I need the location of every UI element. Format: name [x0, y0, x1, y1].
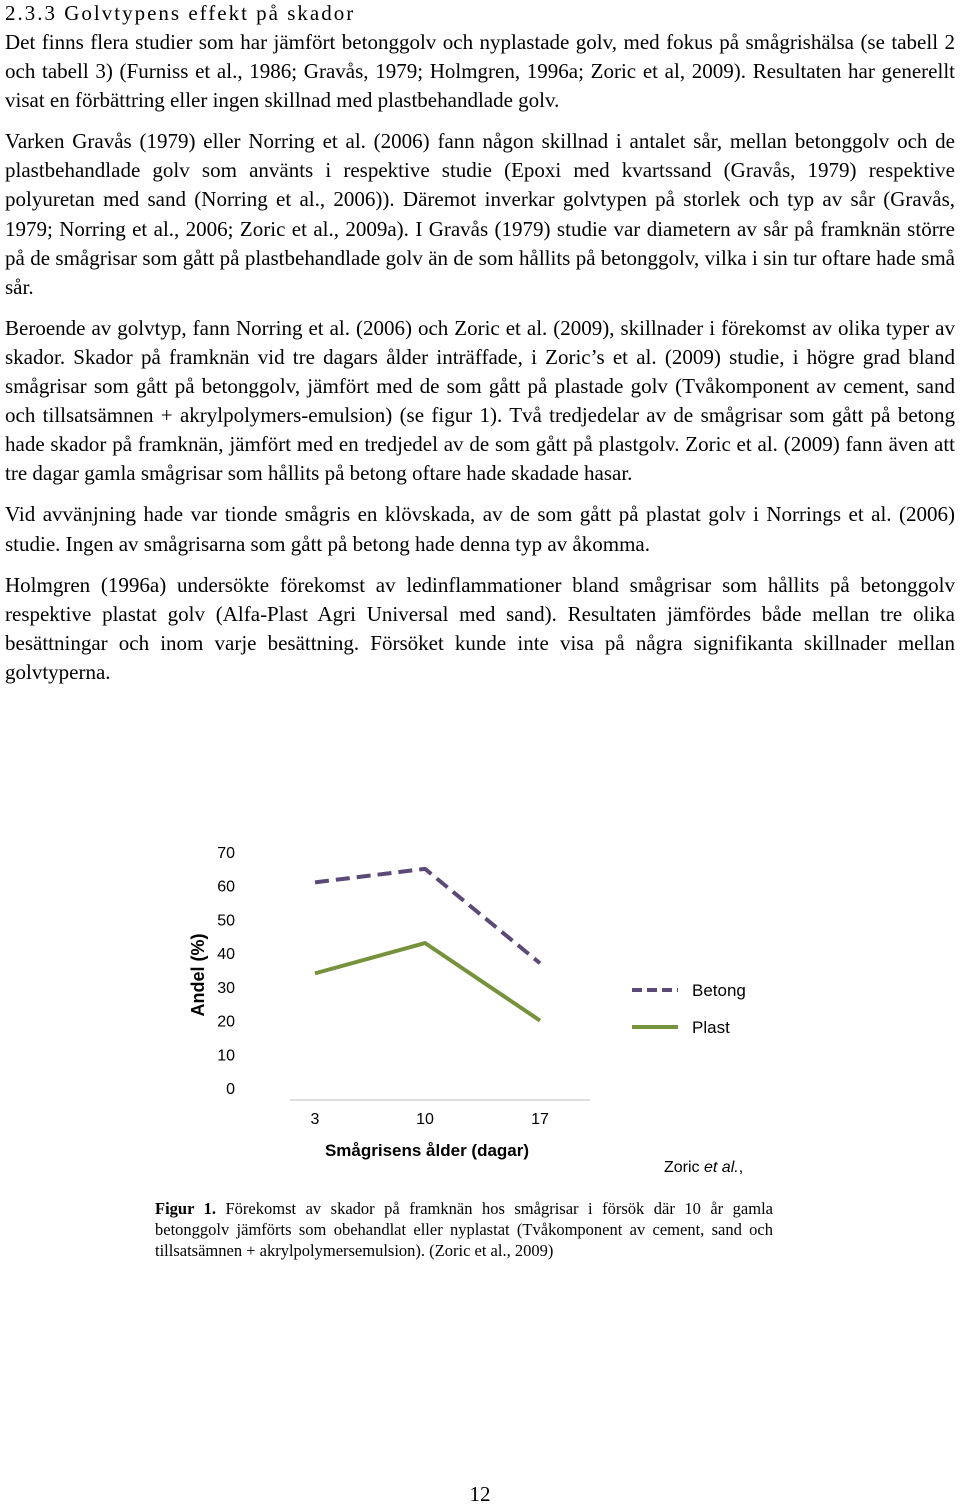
- source-note: Zoric et al.,: [664, 1159, 744, 1176]
- legend-label: Betong: [692, 981, 746, 1000]
- y-tick-label: 10: [217, 1047, 235, 1065]
- paragraph-1: Det finns flera studier som har jämfört betonggolv och nyplastade golv, med fokus på smågrishälsa (se tabell 2 och tabell 3) (Furniss et al., 1986; Gravås, 1979; Holmgren, 1996a; Zoric et al, 2009). Resultaten har generellt visat en förbättring eller ingen skillnad med plastbehandlade golv.: [5, 30, 955, 113]
- paragraph-3: Beroende av golvtyp, fann Norring et al. (2006) och Zoric et al. (2009), skillnader i förekomst av olika typer av skador. Skador på framknän vid tre dagars ålder inträffade, i Zoric’s et al. (2009) studie, i högre grad bland smågrisar som gått på betonggolv, jämfört med de som gått på plastade golv (Tvåkomponent av cement, sand och tillsatsämnen + akrylpolymers-emulsion) (se figur 1). Två tredjedelar av de smågrisar som gått på betong hade skador på framknän, jämfört med en tredjedel av de som gått på plastgolv. Zoric et al. (2009) fann även att tre dagar gamla smågrisar som hållits på betong oftare hade skadade hasar.: [5, 315, 955, 486]
- y-tick-label: 20: [217, 1013, 235, 1031]
- legend-label: Plast: [692, 1018, 730, 1037]
- x-tick-label: 17: [531, 1111, 549, 1128]
- paragraph-2: Varken Gravås (1979) eller Norring et al. (2006) fann någon skillnad i antalet sår, mellan betonggolv och de plastbehandlade golv som använts i respektive studie (Epoxi med kvartssand (Gravås, 1979) respektive polyuretan med sand (Norring et al., 2006)). Däremot inverkar golvtypen på storlek och typ av sår (Gravås, 1979; Norring et al., 2006; Zoric et al., 2009a). I Gravås (1979) studie var diametern av sår på framknän större på de smågrisar som gått på plastbehandlade golv än de som hållits på betonggolv, vilka i sin tur oftare hade små sår.: [5, 129, 955, 299]
- x-axis-title: Smågrisens ålder (dagar): [324, 1141, 530, 1160]
- y-tick-label: 50: [217, 912, 235, 930]
- y-tick-label: 30: [217, 979, 235, 997]
- figure-caption-label: Figur 1.: [155, 1199, 216, 1218]
- y-tick-label: 40: [217, 946, 235, 964]
- line-chart: [150, 820, 810, 1190]
- y-tick-label: 70: [217, 845, 235, 862]
- y-axis-title: Andel (%): [188, 933, 208, 1017]
- y-tick-label: 60: [217, 878, 235, 896]
- section-heading: 2.3.3 Golvtypens effekt på skador: [5, 1, 356, 25]
- series-line-plast: [315, 943, 540, 1021]
- paragraph-4: Vid avvänjning hade var tionde smågris en klövskada, av de som gått på plastat golv i Norrings et al. (2006) studie. Ingen av smågrisarna som gått på betong hade denna typ av åkomma.: [5, 502, 955, 556]
- y-tick-label: 0: [226, 1081, 235, 1098]
- figure-caption: [155, 1198, 773, 1261]
- figure-1-chart: [150, 820, 810, 1190]
- page-number: 12: [469, 1482, 491, 1506]
- body-text: [5, 28, 955, 699]
- series-line-betong: [315, 869, 540, 963]
- figure-caption-text: Förekomst av skador på framknän hos smågrisar i försök där 10 år gamla betonggolv jämförts som obehandlat eller nyplastat (Tvåkomponent av cement, sand och tillsatsämnen + akrylpolymersemulsion). (Zoric et al., 2009): [155, 1199, 773, 1260]
- x-tick-label: 10: [416, 1111, 434, 1128]
- x-tick-label: 3: [310, 1111, 320, 1128]
- paragraph-5: Holmgren (1996a) undersökte förekomst av ledinflammationer bland smågrisar som hållits på betonggolv respektive plastat golv (Alfa-Plast Agri Universal med sand). Resultaten jämfördes både mellan tre olika besättningar och inom varje besättning. Försöket kunde inte visa på några signifikanta skillnader mellan golvtyperna.: [5, 572, 955, 684]
